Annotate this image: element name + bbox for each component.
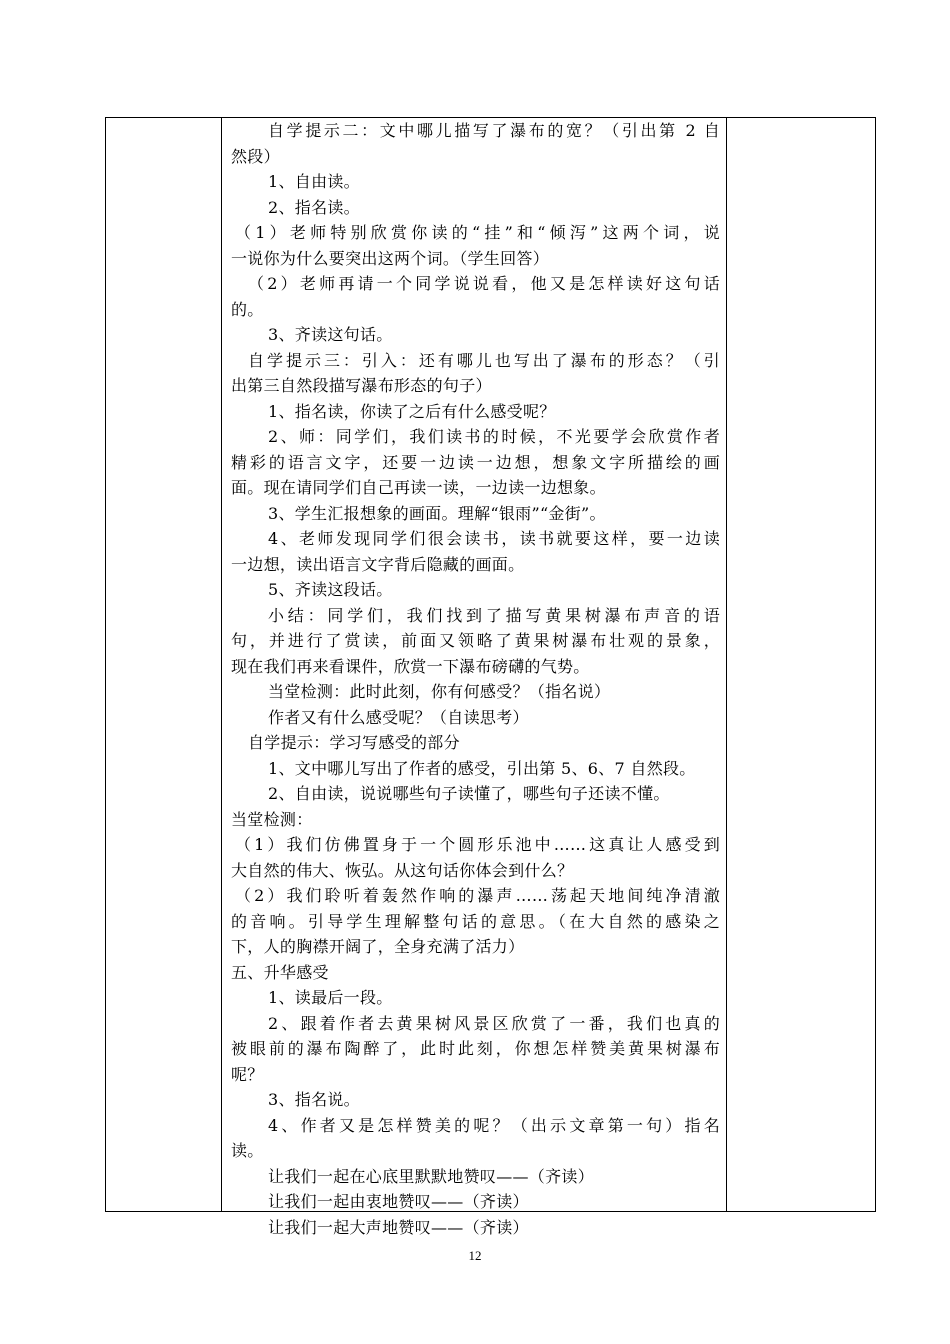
text-line: 2、自由读，说说哪些句子读懂了，哪些句子还读不懂。 — [268, 784, 670, 803]
text-line: 4、作者又是怎样赞美的呢？（出示文章第一句）指名 — [268, 1115, 720, 1135]
text-line: 2、师：同学们，我们读书的时候，不光要学会欣赏作者 — [268, 427, 720, 446]
text-line: 呢？ — [231, 1064, 264, 1084]
text-line: 面。现在请同学们自己再读一读，一边读一边想象。 — [231, 478, 606, 497]
text-line: 5、齐读这段话。 — [268, 580, 393, 599]
text-line: 1、读最后一段。 — [268, 988, 393, 1007]
text-line: 精彩的语言文字，还要一边读一边想，想象文字所描绘的画 — [231, 452, 720, 472]
section-heading: 五、升华感受 — [231, 962, 329, 982]
text-line: 被眼前的瀑布陶醉了，此时此刻，你想怎样赞美黄果树瀑布 — [231, 1039, 720, 1058]
text-line: 下，人的胸襟开阔了，全身充满了活力） — [231, 937, 525, 956]
text-line: 2、跟着作者去黄果树风景区欣赏了一番，我们也真的 — [268, 1013, 720, 1033]
text-line: 让我们一起大声地赞叹——（齐读） — [268, 1217, 529, 1237]
text-line: 3、学生汇报想象的画面。理解“银雨”“金街”。 — [268, 503, 606, 523]
text-line: 1、文中哪儿写出了作者的感受，引出第 5、6、7 自然段。 — [268, 758, 696, 778]
text-line: （1）老师特别欣赏你读的“挂”和“倾泻”这两个词，说 — [235, 223, 720, 242]
text-line: 现在我们再来看课件，欣赏一下瀑布磅礴的气势。 — [231, 656, 590, 676]
text-line: 2、指名读。 — [268, 197, 360, 217]
text-line: 当堂检测： — [231, 809, 313, 829]
text-line: 自学提示二：文中哪儿描写了瀑布的宽？（引出第 2 自 — [268, 121, 720, 140]
text-line: （2）老师再请一个同学说说看，他又是怎样读好这句话 — [248, 274, 720, 293]
text-line: 一说你为什么要突出这两个词。（学生回答） — [231, 248, 550, 268]
page-number: 12 — [468, 1248, 482, 1263]
text-line: （1）我们仿佛置身于一个圆形乐池中……这真让人感受到 — [235, 835, 720, 854]
text-line: 的。 — [231, 299, 264, 319]
content-column-cell — [222, 118, 727, 1237]
text-line: 的音响。引导学生理解整句话的意思。（在大自然的感染之 — [231, 911, 720, 931]
text-line: 句，并进行了赏读，前面又领略了黄果树瀑布壮观的景象， — [231, 631, 720, 650]
text-line: 大自然的伟大、恢弘。从这句话你体会到什么？ — [231, 860, 574, 880]
text-line: 小结：同学们，我们找到了描写黄果树瀑布声音的语 — [268, 605, 720, 625]
right-column-cell — [727, 118, 876, 1211]
left-column-cell — [106, 118, 222, 1211]
text-line: 自学提示三：引入：还有哪儿也写出了瀑布的形态？（引 — [248, 350, 720, 370]
text-line: 1、自由读。 — [268, 172, 360, 191]
text-line: 3、指名说。 — [268, 1090, 360, 1109]
text-line: 一边想，读出语言文字背后隐藏的画面。 — [231, 554, 525, 574]
text-line: 读。 — [231, 1141, 264, 1160]
text-line: 1、指名读，你读了之后有什么感受呢？ — [268, 401, 556, 421]
text-line: 然段） — [231, 146, 280, 166]
text-line: 3、齐读这句话。 — [268, 325, 393, 344]
text-line: （2）我们聆听着轰然作响的瀑声……荡起天地间纯净清澈 — [235, 886, 720, 905]
lesson-table — [105, 117, 876, 1237]
text-line: 4、老师发现同学们很会读书，读书就要这样，要一边读 — [268, 529, 720, 548]
text-line: 出第三自然段描写瀑布形态的句子） — [231, 376, 492, 395]
text-line: 让我们一起在心底里默默地赞叹——（齐读） — [268, 1166, 595, 1186]
text-line: 当堂检测：此时此刻，你有何感受？（指名说） — [268, 682, 611, 701]
text-line: 让我们一起由衷地赞叹——（齐读） — [268, 1192, 529, 1211]
text-line: 作者又有什么感受呢？（自读思考） — [268, 707, 529, 727]
text-line: 自学提示：学习写感受的部分 — [248, 733, 460, 752]
